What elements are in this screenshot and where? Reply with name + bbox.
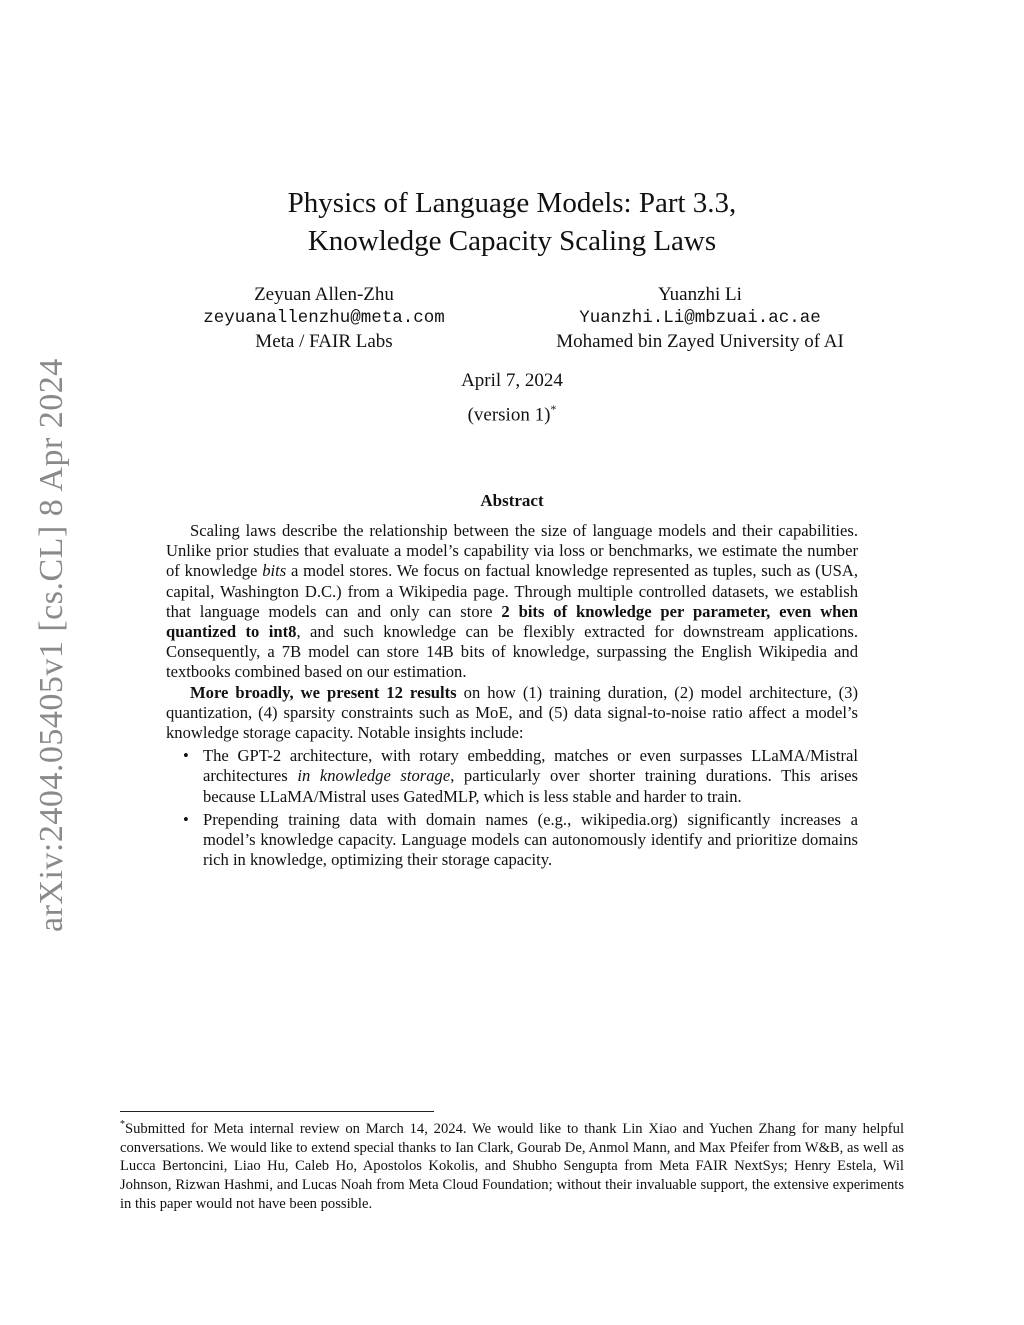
text-span: a model stores. We focus on factual knowledge represented as tuples, such as (USA, capital, Washington D.C.) from a Wikipedia page. Through multiple controlled datasets, we establish that language models can and only can store: [166, 561, 858, 621]
author-affiliation: Meta / FAIR Labs: [255, 331, 393, 352]
paper-version: [412, 402, 612, 426]
bold-span: 2 bits of knowledge per parameter, even when quantized to int8: [166, 601, 859, 642]
footnote-mark: *: [120, 1119, 125, 1130]
version-text: (version 1): [467, 404, 551, 426]
list-item: [183, 809, 858, 871]
author-block-2: [520, 283, 880, 354]
author-email[interactable]: Yuanzhi.Li@mbzuai.ac.ae: [579, 307, 821, 328]
footnote-text: Submitted for Meta internal review on March 14, 2024. We would like to thank Lin Xiao and Yuchen Zhang for many helpful conversations. We would like to extend special thanks to Ian Clark, Gourab De, Anmol Mann, and Max Pfeifer from W&B, as well as Lucca Bertoncini, Liao Hu, Caleb Ho, Apostolos Kokolis, and Shubho Sengupta from Meta FAIR NextSys; Henry Estela, Wil Johnson, Rizwan Hashmi, and Lucas Noah from Meta Cloud Foundation; without their invaluable support, the extensive experiments in this paper would not have been possible.: [120, 1120, 904, 1213]
text-span: , particularly over shorter training durations. This arises because LLaMA/Mistral uses GatedMLP, which is less stable and harder to train.: [203, 766, 858, 806]
text-span: on how (1) training duration, (2) model architecture, (3) quantization, (4) sparsity constraints such as MoE, and (5) data signal-to-noise ratio affect a model’s knowledge storage capacity. Notable insights include:: [166, 682, 858, 743]
abstract-heading: Abstract: [480, 491, 544, 510]
abstract-paragraph-2: [166, 683, 858, 744]
italic-span: bits: [262, 561, 287, 581]
text-span: The GPT-2 architecture, with rotary embedding, matches or even surpasses LLaMA/Mistral architectures: [203, 746, 858, 786]
bold-span: More broadly, we present 12 results: [190, 682, 457, 702]
arxiv-identifier: arXiv:2404.05405v1 [cs.CL] 8 Apr 2024: [33, 358, 70, 932]
bullet-icon: •: [183, 746, 189, 766]
author-name: Zeyuan Allen-Zhu: [254, 284, 394, 305]
author-affiliation: Mohamed bin Zayed University of AI: [556, 331, 844, 352]
insights-list: [166, 746, 858, 870]
bullet-icon: •: [183, 809, 189, 829]
text-span: , and such knowledge can be flexibly extracted for downstream applications. Consequently, a 7B model can store 14B bits of knowledge, surpassing the English Wikipedia and textbooks combined based on our estimation.: [166, 622, 859, 682]
footnote-divider: [120, 1111, 434, 1112]
abstract-paragraph-1: [166, 521, 858, 683]
italic-span: in knowledge storage: [297, 766, 451, 786]
text-span: Prepending training data with domain names (e.g., wikipedia.org) significantly increases a model’s knowledge capacity. Language models can autonomously identify and prioritize domains rich in knowledge, optimizing their storage capacity.: [203, 809, 858, 870]
footnote: [120, 1116, 904, 1214]
author-name: Yuanzhi Li: [658, 284, 742, 305]
footnote-mark[interactable]: *: [550, 402, 557, 416]
text-span: Scaling laws describe the relationship between the size of language models and their capabilities. Unlike prior studies that evaluate a model’s capability via loss or benchmarks, we estimate the number of knowledge: [166, 521, 858, 581]
author-email[interactable]: zeyuanallenzhu@meta.com: [203, 307, 445, 328]
list-item: [183, 746, 858, 807]
paper-title-line-2: Knowledge Capacity Scaling Laws: [307, 225, 717, 257]
abstract-body: [166, 521, 858, 873]
paper-date: April 7, 2024: [461, 370, 563, 391]
author-block-1: [190, 283, 458, 354]
paper-title: [150, 184, 874, 260]
paper-title-line-1: Physics of Language Models: Part 3.3,: [287, 187, 737, 219]
